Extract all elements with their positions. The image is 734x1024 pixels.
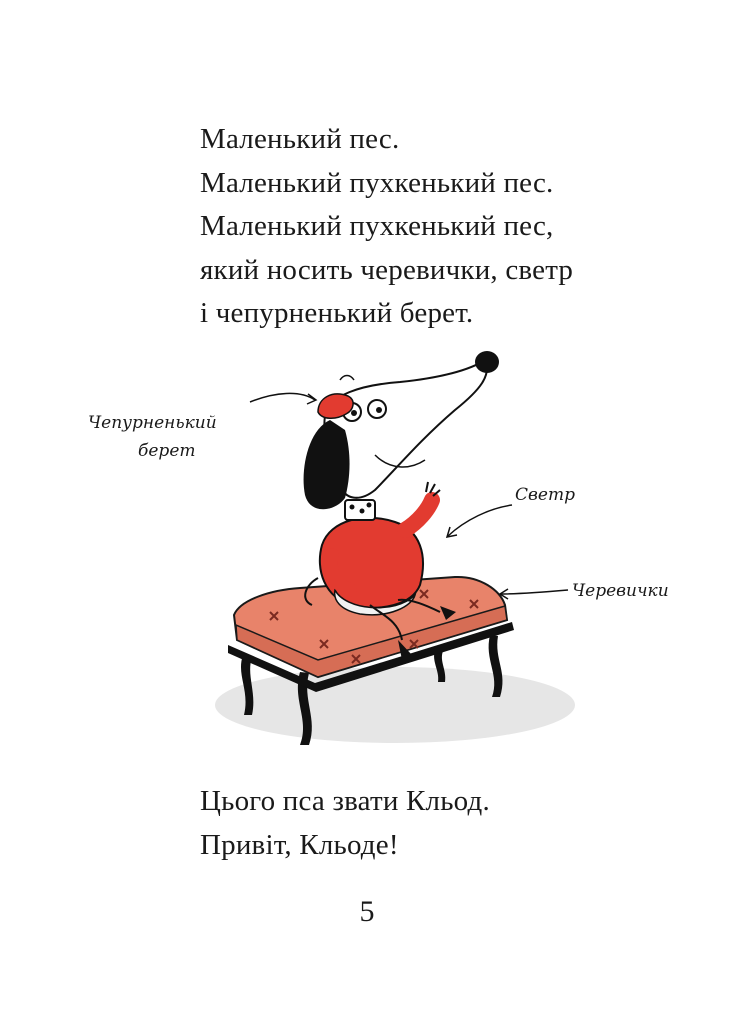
text-line: який носить черевички, светр: [200, 253, 574, 286]
bottom-paragraph: [200, 780, 620, 867]
text-line: Цього пса звати Кльод.: [200, 785, 490, 817]
dog-nose: [475, 351, 499, 373]
label-beret-line1: Чепурненький: [88, 413, 217, 433]
text-line: Привіт, Кльоде!: [200, 828, 399, 861]
label-sweater: Светр: [515, 485, 575, 505]
text-line: Маленький пес.: [200, 123, 400, 155]
label-shoes: Черевички: [572, 581, 669, 601]
text-line: Маленький пухкенький пес.: [200, 166, 554, 199]
text-line: Маленький пухкенький пес,: [200, 210, 554, 242]
text-line: і чепурненький берет.: [200, 297, 474, 329]
dog-ear: [304, 420, 350, 509]
page-number: 5: [359, 895, 375, 928]
label-beret-line2: берет: [138, 441, 196, 461]
floor-shadow: [215, 667, 575, 743]
